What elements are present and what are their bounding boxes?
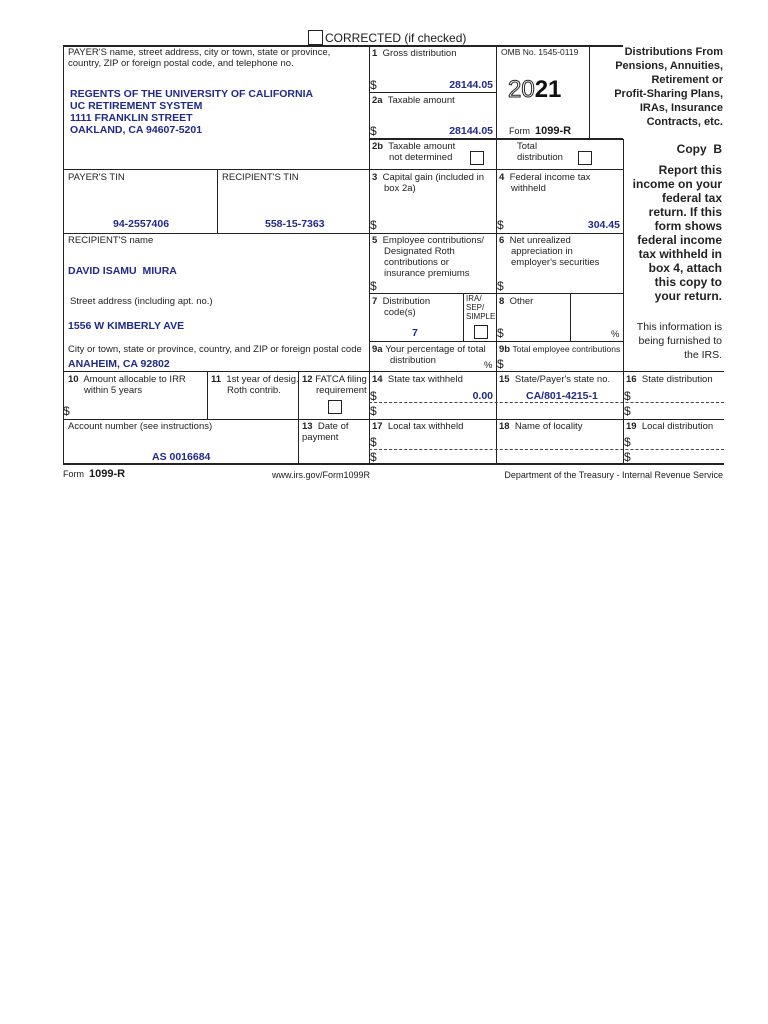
corrected-label: CORRECTED (if checked) xyxy=(325,31,467,45)
box1-dollar: $ xyxy=(370,78,377,92)
form-title: Distributions From Pensions, Annuities, Retirement or Profit-Sharing Plans, IRAs, Insurance Contracts, etc. xyxy=(614,46,723,128)
box16-label: 16 State distribution xyxy=(626,374,713,385)
box13-label: 13 Date of payment xyxy=(302,421,349,443)
divider-row4-bottom xyxy=(369,293,623,294)
divider-row2-bottom xyxy=(63,169,623,170)
box2b-not-determined-checkbox[interactable] xyxy=(470,151,484,165)
divider-box1-right xyxy=(496,45,497,169)
ira-sep-simple-checkbox[interactable] xyxy=(474,325,488,339)
divider-box1-bottom xyxy=(369,92,496,93)
box7-value: 7 xyxy=(412,327,418,339)
fatca-checkbox[interactable] xyxy=(328,400,342,414)
recipient-name: DAVID ISAMU MIURA xyxy=(68,265,177,277)
box6-label: 6 Net unrealized appreciation in employer's securities xyxy=(499,235,600,268)
box15-label: 15 State/Payer's state no. xyxy=(499,374,611,385)
box15-value: CA/801-4215-1 xyxy=(526,390,598,402)
divider-tin xyxy=(217,169,218,234)
footer-department: Department of the Treasury - Internal Revenue Service xyxy=(504,470,723,480)
box16-dollar-2: $ xyxy=(624,404,631,418)
payer-line-2: UC RETIREMENT SYSTEM xyxy=(70,100,203,112)
tax-year: 2021 xyxy=(508,76,562,103)
recipient-name-label: RECIPIENT'S name xyxy=(68,235,154,246)
box2a-value: 28144.05 xyxy=(449,125,493,137)
payer-label: PAYER'S name, street address, city or town, state or province, country, ZIP or foreign postal code, and telephone no. xyxy=(68,47,331,69)
box14-dollar-1: $ xyxy=(370,389,377,403)
box19-dollar-2: $ xyxy=(624,450,631,464)
footer-url[interactable]: www.irs.gov/Form1099R xyxy=(272,470,371,480)
divider-local-dashed xyxy=(369,449,724,450)
box9b-label: 9b Total employee contributions xyxy=(499,344,621,355)
box8-label: 8 Other xyxy=(499,296,534,307)
box4-dollar: $ xyxy=(497,218,504,232)
account-value: AS 0016684 xyxy=(152,451,211,463)
divider-box8-mid xyxy=(570,293,571,341)
omb-number: OMB No. 1545-0119 xyxy=(501,47,579,57)
box2a-label: 2a Taxable amount xyxy=(372,95,455,106)
box4-label: 4 Federal income tax withheld xyxy=(499,172,591,194)
box6-dollar: $ xyxy=(497,279,504,293)
box1-label: 1 Gross distribution xyxy=(372,48,457,59)
copy-b-info-text: This information is being furnished to the IRS. xyxy=(636,321,722,361)
copy-b-title: Copy B xyxy=(676,142,722,156)
divider-row3-bottom xyxy=(63,233,623,234)
box14-value: 0.00 xyxy=(472,390,493,402)
box3-dollar: $ xyxy=(370,218,377,232)
box10-label: 10 Amount allocable to IRR within 5 years xyxy=(68,374,186,396)
box12-label: 12 FATCA filing requirement xyxy=(302,374,367,396)
form-left-border xyxy=(63,45,64,463)
box2b-total-label: Total distribution xyxy=(517,141,563,163)
box4-value: 304.45 xyxy=(587,219,620,231)
copy-b-report-text: Report this income on your federal tax return. If this form shows federal income tax withheld in box 4, attach this copy to your return. xyxy=(632,163,722,303)
box8-dollar: $ xyxy=(497,326,504,340)
footer-form-name: Form 1099-R xyxy=(63,468,126,480)
payer-tin-label: PAYER'S TIN xyxy=(68,172,125,183)
divider-state-dashed xyxy=(369,402,724,403)
divider-box10-right xyxy=(207,371,208,419)
box9b-dollar: $ xyxy=(497,357,504,371)
account-label: Account number (see instructions) xyxy=(68,421,213,432)
payer-line-3: 1111 FRANKLIN STREET xyxy=(70,112,193,124)
box11-label: 11 1st year of desig. Roth contrib. xyxy=(211,374,299,396)
box5-label: 5 Employee contributions/ Designated Roth contributions or insurance premiums xyxy=(372,235,484,279)
box5-dollar: $ xyxy=(370,279,377,293)
recipient-tin-value: 558-15-7363 xyxy=(265,218,325,230)
box3-label: 3 Capital gain (included in box 2a) xyxy=(372,172,484,194)
box17-dollar-2: $ xyxy=(370,450,377,464)
divider-row7-bottom xyxy=(63,419,724,420)
omb-form-name: Form 1099-R xyxy=(509,125,572,137)
box16-dollar-1: $ xyxy=(624,389,631,403)
divider-row1-bottom xyxy=(369,138,623,140)
recipient-city-label: City or town, state or province, country, and ZIP or foreign postal code xyxy=(68,344,362,355)
box17-dollar-1: $ xyxy=(370,435,377,449)
total-distribution-checkbox[interactable] xyxy=(578,151,592,165)
box18-label: 18 Name of locality xyxy=(499,421,583,432)
payer-tin-value: 94-2557406 xyxy=(113,218,170,230)
box9a-percent: % xyxy=(484,360,493,371)
payer-line-1: REGENTS OF THE UNIVERSITY OF CALIFORNIA xyxy=(70,88,314,100)
divider-copyb-left xyxy=(623,139,624,371)
box19-label: 19 Local distribution xyxy=(626,421,714,432)
divider-ira-left xyxy=(463,293,464,341)
box1-value: 28144.05 xyxy=(449,79,493,91)
box14-label: 14 State tax withheld xyxy=(372,374,463,385)
payer-line-4: OAKLAND, CA 94607-5201 xyxy=(70,124,203,136)
divider-omb-right xyxy=(589,45,590,139)
box17-label: 17 Local tax withheld xyxy=(372,421,464,432)
box14-dollar-2: $ xyxy=(370,404,377,418)
recipient-tin-label: RECIPIENT'S TIN xyxy=(222,172,299,183)
divider-row6-bottom xyxy=(63,371,724,372)
box2b-label: 2b Taxable amount not determined xyxy=(372,141,456,163)
box8-percent: % xyxy=(611,329,620,340)
recipient-street: 1556 W KIMBERLY AVE xyxy=(68,320,185,332)
box10-dollar: $ xyxy=(63,404,70,418)
ira-sep-simple-label: IRA/ SEP/ SIMPLE xyxy=(466,294,496,321)
box2a-dollar: $ xyxy=(370,124,377,138)
corrected-checkbox[interactable] xyxy=(308,30,323,45)
recipient-street-label: Street address (including apt. no.) xyxy=(70,296,213,307)
divider-row5-bottom xyxy=(369,341,623,342)
box7-label: 7 Distribution code(s) xyxy=(372,296,431,318)
recipient-city: ANAHEIM, CA 92802 xyxy=(68,358,170,370)
box19-dollar-1: $ xyxy=(624,435,631,449)
box9a-label: 9a Your percentage of total distribution xyxy=(372,344,486,366)
